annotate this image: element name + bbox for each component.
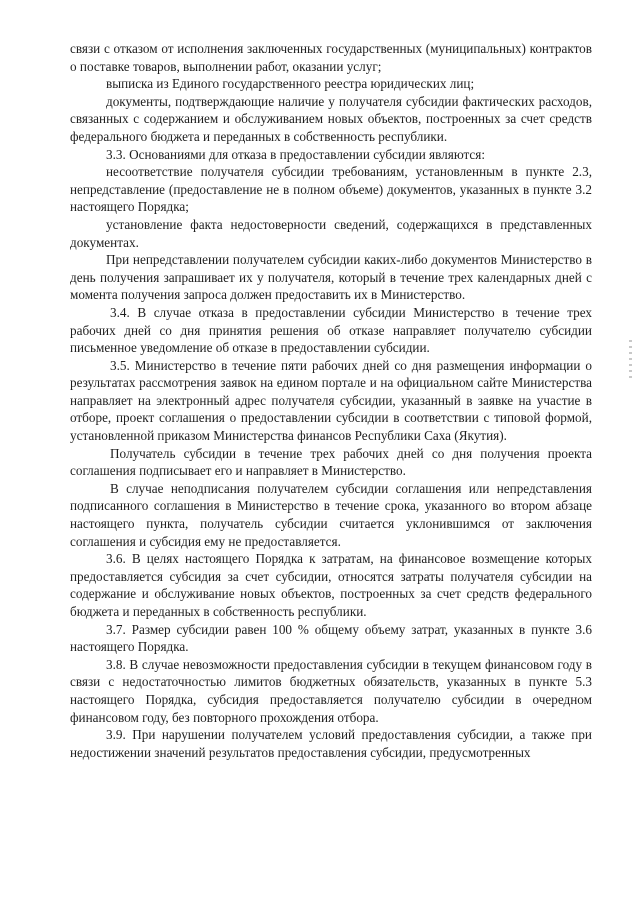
- paragraph: 3.9. При нарушении получателем условий предоставления субсидии, а также при недостижении значений результатов предоставления субсидии, предусмотренных: [70, 727, 592, 760]
- paragraph: 3.4. В случае отказа в предоставлении субсидии Министерство в течение трех рабочих дней со дня принятия решения об отказе направляет получателю субсидии письменное уведомление об отказе в предоставлении субсидии.: [70, 304, 592, 356]
- paragraph: 3.3. Основаниями для отказа в предоставлении субсидии являются:: [106, 146, 486, 162]
- paragraph: несоответствие получателя субсидии требованиям, установленным в пункте 2.3, непредставление (предоставление не в полном объеме) документов, указанных в пункте 3.2 настоящего Порядка;: [70, 164, 592, 215]
- paragraph: 3.7. Размер субсидии равен 100 % общему объему затрат, указанных в пункте 3.6 настоящего Порядка.: [70, 621, 592, 655]
- paragraph: 3.6. В целях настоящего Порядка к затратам, на финансовое возмещение которых предоставляется субсидия за счет субсидии, относятся затраты получателя субсидии на содержание и обслуживание новых объектов, построенных за счет средств федерального бюджета и переданных в собственность республики.: [70, 551, 592, 619]
- paragraph: установление факта недостоверности сведений, содержащихся в представленных документах.: [70, 216, 592, 250]
- paragraph: Получатель субсидии в течение трех рабочих дней со дня получения проекта соглашения подписывает его и направляет в Министерство.: [70, 445, 592, 479]
- paragraph: 3.8. В случае невозможности предоставления субсидии в текущем финансовом году в связи с недостаточностью лимитов бюджетных обязательств, указанных в пункте 5.3 настоящего Порядка, субсидия предоставляется получателю субсидии в очередном финансовом году, без повторного прохождения отбора.: [70, 656, 592, 725]
- paragraph: выписка из Единого государственного реестра юридических лиц;: [106, 76, 475, 92]
- paragraph: связи с отказом от исполнения заключенных государственных (муниципальных) контрактов о поставке товаров, выполнении работ, оказании услуг;: [70, 41, 592, 74]
- scan-artifact: [629, 340, 632, 380]
- paragraph: документы, подтверждающие наличие у получателя субсидии фактических расходов, связанных с содержанием и обслуживанием новых объектов, построенных за счет средств федерального бюджета и переданных в собственность республики.: [70, 93, 592, 144]
- paragraph: 3.5. Министерство в течение пяти рабочих дней со дня размещения информации о результатах рассмотрения заявок на едином портале и на официальном сайте Министерства направляет на электронный адрес получателя субсидии, указанный в заявке на участие в отборе, проект соглашения о предоставлении субсидии в соответствии с типовой формой, установленной приказом Министерства финансов Республики Саха (Якутия).: [70, 357, 592, 444]
- paragraph: В случае неподписания получателем субсидии соглашения или непредставления подписанного соглашения в Министерство в течение срока, указанного во втором абзаце настоящего пункта, получатель субсидии считается уклонившимся от заключения соглашения и субсидия ему не предоставляется.: [70, 480, 592, 549]
- paragraph: При непредставлении получателем субсидии каких-либо документов Министерство в день получения запрашивает их у получателя, который в течение трех календарных дней с момента получения запроса должен предоставить их в Министерство.: [70, 252, 592, 303]
- document-page: [70, 40, 592, 761]
